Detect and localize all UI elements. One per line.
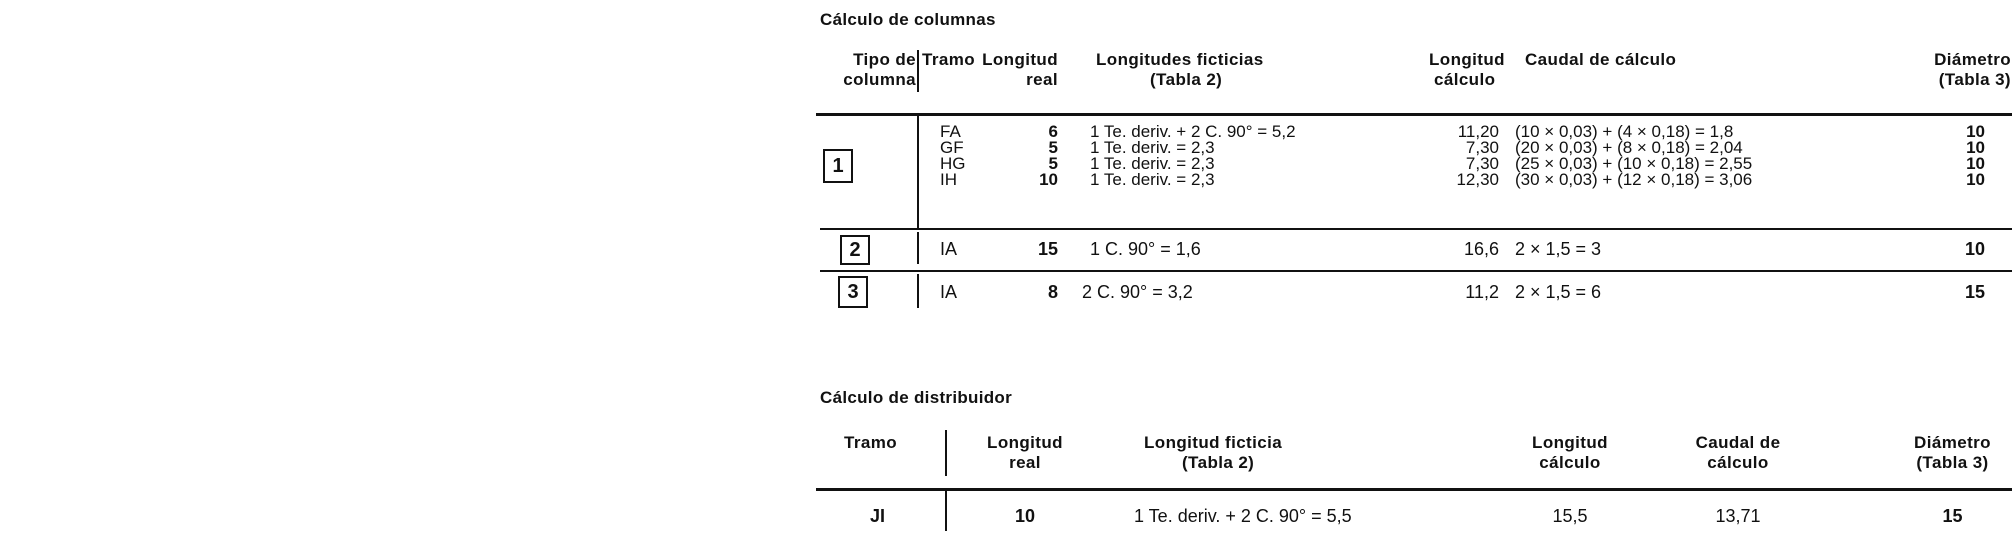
group1-calculo-column (1420, 124, 1499, 188)
table-cell-diametro: 10 (1966, 138, 1985, 157)
dist-header-rule (816, 488, 2012, 491)
table-cell-real: 15 (1037, 239, 1058, 259)
dist-cell-caudal: 13,71 (1715, 506, 1761, 526)
header-longitud-calculo-line2: cálculo (1434, 70, 1496, 89)
table-cell-diametro: 10 (1966, 170, 1985, 189)
table-cell-real: 5 (1048, 154, 1058, 173)
header-diametro-line1: Diámetro (1934, 50, 2011, 69)
columnas-title: Cálculo de columnas (820, 10, 996, 29)
table-cell-ficticia: 2 C. 90° = 3,2 (1082, 282, 1193, 302)
header-longitud-real-line1: Longitud (982, 50, 1058, 69)
header-tipo-line1: Tipo de (853, 50, 916, 69)
table-cell-tramo: IA (940, 282, 958, 302)
dist-header-longitud-ficticia-line2: (Tabla 2) (1182, 453, 1255, 472)
table-cell-caudal: (30 × 0,03) + (12 × 0,18) = 3,06 (1515, 170, 1753, 189)
table-cell-tramo: IA (940, 239, 958, 259)
table-cell-diametro: 15 (1964, 282, 1985, 302)
table-cell-diametro: 10 (1966, 154, 1985, 173)
table-cell-ficticia: 1 Te. deriv. + 2 C. 90° = 5,2 (1090, 122, 1296, 141)
table-cell-diametro: 10 (1966, 122, 1985, 141)
dist-cell-diametro: 15 (1942, 506, 1963, 526)
table-cell-caudal: 2 × 1,5 = 6 (1515, 282, 1602, 302)
group1-caudal-column (1515, 124, 1752, 188)
group1-diametro-column (1940, 124, 1985, 188)
distribuidor-title: Cálculo de distribuidor (820, 388, 1013, 407)
table-cell-caudal: 2 × 1,5 = 3 (1515, 239, 1602, 259)
table-cell-caudal: (20 × 0,03) + (8 × 0,18) = 2,04 (1515, 138, 1743, 157)
tipo-box-1: 1 (823, 149, 853, 183)
table-cell-ficticia: 1 Te. deriv. = 2,3 (1090, 170, 1215, 189)
header-tipo-line2: columna (843, 70, 916, 89)
dist-header-caudal-line2: cálculo (1707, 453, 1769, 472)
table-cell-caudal: (25 × 0,03) + (10 × 0,18) = 2,55 (1515, 154, 1753, 173)
group1-rule (820, 228, 2012, 230)
table-cell-calculo: 11,20 (1457, 122, 1499, 141)
header-longitud-calculo-line1: Longitud (1429, 50, 1505, 69)
table-cell-tramo: GF (940, 138, 964, 157)
table-cell-calculo: 7,30 (1465, 138, 1499, 157)
dist-header-longitud-calculo-line2: cálculo (1539, 453, 1601, 472)
group1-ficticia-column (1090, 124, 1296, 188)
table-cell-tramo: HG (940, 154, 966, 173)
header-divider (917, 50, 919, 92)
dist-cell-calculo: 15,5 (1552, 506, 1588, 526)
header-tramo: Tramo (922, 50, 976, 69)
dist-cell-tramo: JI (870, 506, 886, 526)
header-caudal: Caudal de cálculo (1525, 50, 1677, 69)
table-cell-calculo: 11,2 (1465, 282, 1499, 302)
table-cell-calculo: 12,30 (1456, 170, 1499, 189)
group3-divider (917, 274, 919, 308)
dist-header-divider (945, 430, 947, 476)
table-cell-diametro: 10 (1964, 239, 1985, 259)
dist-header-longitud-real-line1: Longitud (987, 433, 1063, 452)
header-longitudes-ficticias-line1: Longitudes ficticias (1096, 50, 1264, 69)
group1-divider (917, 116, 919, 228)
dist-header-longitud-ficticia-line1: Longitud ficticia (1144, 433, 1283, 452)
table-cell-tramo: FA (940, 122, 961, 141)
dist-cell-ficticia: 1 Te. deriv. + 2 C. 90° = 5,5 (1134, 506, 1352, 526)
table-cell-real: 8 (1047, 282, 1058, 302)
dist-header-longitud-calculo-line1: Longitud (1532, 433, 1608, 452)
table-cell-tramo: IH (940, 170, 957, 189)
table-cell-real: 6 (1048, 122, 1058, 141)
header-longitud-real-line2: real (1026, 70, 1058, 89)
table-cell-ficticia: 1 Te. deriv. = 2,3 (1090, 138, 1215, 157)
table-cell-ficticia: 1 Te. deriv. = 2,3 (1090, 154, 1215, 173)
table-cell-caudal: (10 × 0,03) + (4 × 0,18) = 1,8 (1515, 122, 1734, 141)
dist-header-diametro-line1: Diámetro (1914, 433, 1991, 452)
group2-rule (820, 270, 2012, 272)
header-diametro-line2: (Tabla 3) (1938, 70, 2011, 89)
table-cell-real: 5 (1048, 138, 1058, 157)
dist-cell-real: 10 (1014, 506, 1036, 526)
group2-divider (917, 232, 919, 264)
group1-real-column (1010, 124, 1058, 188)
table-cell-real: 10 (1039, 170, 1058, 189)
table-cell-calculo: 7,30 (1465, 154, 1499, 173)
dist-header-tramo: Tramo (844, 433, 898, 452)
tipo-box-3: 3 (838, 276, 868, 308)
dist-header-diametro-line2: (Tabla 3) (1916, 453, 1989, 472)
group1-tramo-column (940, 124, 966, 188)
header-longitudes-ficticias-line2: (Tabla 2) (1150, 70, 1223, 89)
tipo-box-2: 2 (840, 235, 870, 265)
table-cell-calculo: 16,6 (1463, 239, 1499, 259)
table-cell-ficticia: 1 C. 90° = 1,6 (1090, 239, 1201, 259)
dist-header-caudal-line1: Caudal de (1695, 433, 1781, 452)
dist-row-divider (945, 491, 947, 531)
header-rule (816, 113, 2012, 116)
dist-header-longitud-real-line2: real (1009, 453, 1041, 472)
